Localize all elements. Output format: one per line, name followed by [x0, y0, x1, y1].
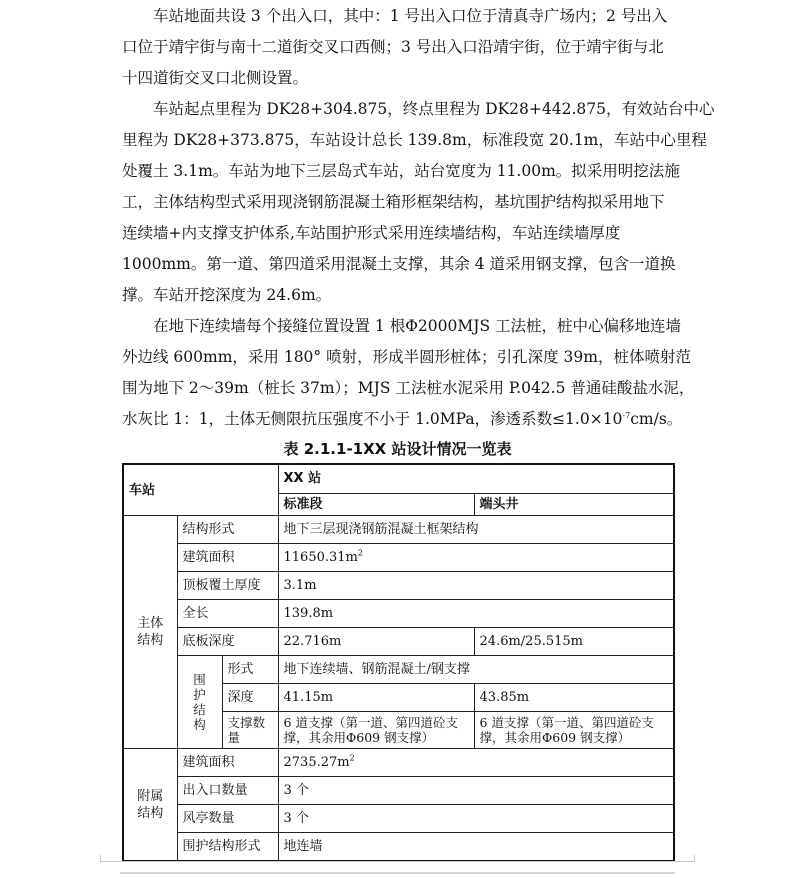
group-label: 围护结构: [193, 672, 206, 732]
row-value: [278, 544, 674, 572]
row-value: 地连墙: [278, 833, 674, 862]
standard-section-header: 标准段: [278, 493, 474, 515]
text-line: 1000mm。第一道、第四道采用混凝土支撑，其余 4 道采用钢支撑，包含一道换: [122, 255, 676, 273]
text-line: 工，主体结构型式采用现浇钢筋混凝土箱形框架结构，基坑围护结构拟采用地下: [122, 193, 665, 211]
row-value-standard: 22.716m: [278, 628, 474, 656]
row-value-standard: 41.15m: [278, 684, 474, 712]
paragraph-station-overview: [122, 94, 715, 311]
page-edge-rule: [120, 872, 675, 874]
page-bottom-rule: [100, 861, 695, 862]
table-row: [123, 656, 674, 684]
row-value-end: 43.85m: [474, 684, 674, 712]
enclosure-structure-group: [177, 656, 222, 749]
text-line: 口位于靖宇街与南十二道街交叉口西侧；3 号出入口沿靖宇街，位于靖宇街与北: [122, 38, 664, 56]
row-label: 建筑面积: [177, 544, 278, 572]
text-line: 十四道街交叉口北侧设置。: [122, 69, 309, 87]
group-label: 附属结构: [137, 788, 164, 821]
text-line: 撑。车站开挖深度为 24.6m。: [122, 286, 332, 304]
paragraph-entrances: [122, 1, 674, 94]
row-value: 3 个: [278, 777, 674, 805]
row-value-standard: 6 道支撑（第一道、第四道砼支撑，其余用Φ609 钢支撑）: [278, 712, 474, 749]
station-name-cell: XX 站: [278, 464, 674, 493]
table-row: [123, 600, 674, 628]
value-text: 2735.27m: [283, 755, 350, 770]
row-value-end: 6 道支撑（第一道、第四道砼支撑，其余用Φ609 钢支撑）: [474, 712, 674, 749]
row-label: 风亭数量: [177, 805, 278, 833]
table-row: [123, 833, 674, 862]
row-label: 建筑面积: [177, 749, 278, 777]
text-line: 车站地面共设 3 个出入口，其中：1 号出入口位于清真寺广场内；2 号出入: [153, 7, 668, 25]
row-value: 地下连续墙、钢筋混凝土/钢支撑: [278, 656, 674, 684]
row-label: 深度: [222, 684, 278, 712]
text-segment: cm/s。: [630, 410, 683, 428]
row-value: 地下三层现浇钢筋混凝土框架结构: [278, 516, 674, 544]
station-design-table: [122, 463, 675, 862]
row-label: 支撑数量: [222, 712, 278, 749]
row-label: 结构形式: [177, 516, 278, 544]
unit-exponent: 2: [349, 753, 355, 763]
row-label: 顶板覆土厚度: [177, 572, 278, 600]
row-label: 底板深度: [177, 628, 278, 656]
unit-exponent: 2: [357, 548, 363, 558]
table-row: [123, 777, 674, 805]
table-header-row: [123, 464, 674, 493]
table-caption: 表 2.1.1-1XX 站设计情况一览表: [283, 440, 512, 458]
text-line: 在地下连续墙每个接缝位置设置 1 根Φ2000MJS 工法桩，桩中心偏移地连墙: [153, 317, 682, 335]
text-line: 里程为 DK28+373.875，车站设计总长 139.8m，标准段宽 20.1m，车站中心里程: [122, 131, 707, 149]
table-row: [123, 805, 674, 833]
table-row: [123, 516, 674, 544]
row-value: 3.1m: [278, 572, 674, 600]
auxiliary-structure-group: [123, 749, 177, 862]
text-line: 处覆土 3.1m。车站为地下三层岛式车站，站台宽度为 11.00m。拟采用明挖法施: [122, 162, 680, 180]
row-value: [278, 749, 674, 777]
text-line: 外边线 600mm，采用 180° 喷射，形成半圆形桩体；引孔深度 39m，桩体喷射范: [122, 348, 691, 366]
row-label: 出入口数量: [177, 777, 278, 805]
paragraph-mjs-piles: [122, 311, 695, 435]
station-label-cell: 车站: [123, 464, 278, 516]
text-line: 车站起点里程为 DK28+304.875，终点里程为 DK28+442.875，有效站台中心: [153, 100, 715, 118]
group-label: 主体结构: [137, 616, 164, 648]
exponent: -7: [622, 410, 631, 420]
row-label: 全长: [177, 600, 278, 628]
end-well-header: 端头井: [474, 493, 674, 515]
table-row: [123, 572, 674, 600]
table-row: [123, 544, 674, 572]
row-value: 139.8m: [278, 600, 674, 628]
main-structure-group: [123, 516, 177, 749]
text-segment: 水灰比 1：1，土体无侧限抗压强度不小于 1.0MPa，渗透系数≤1.0×10: [122, 410, 623, 428]
row-value-end: 24.6m/25.515m: [474, 628, 674, 656]
table-row: [123, 628, 674, 656]
text-line: 连续墙+内支撑支护体系,车站围护形式采用连续墙结构，车站连续墙厚度: [122, 224, 621, 242]
row-value: 3 个: [278, 805, 674, 833]
text-line: [122, 404, 683, 435]
value-text: 11650.31m: [283, 550, 358, 565]
text-line: 围为地下 2～39m（桩长 37m）；MJS 工法桩水泥采用 P.042.5 普通硅酸盐水泥，: [122, 379, 695, 397]
table-row: [123, 749, 674, 777]
row-label: 形式: [222, 656, 278, 684]
row-label: 围护结构形式: [177, 833, 278, 862]
